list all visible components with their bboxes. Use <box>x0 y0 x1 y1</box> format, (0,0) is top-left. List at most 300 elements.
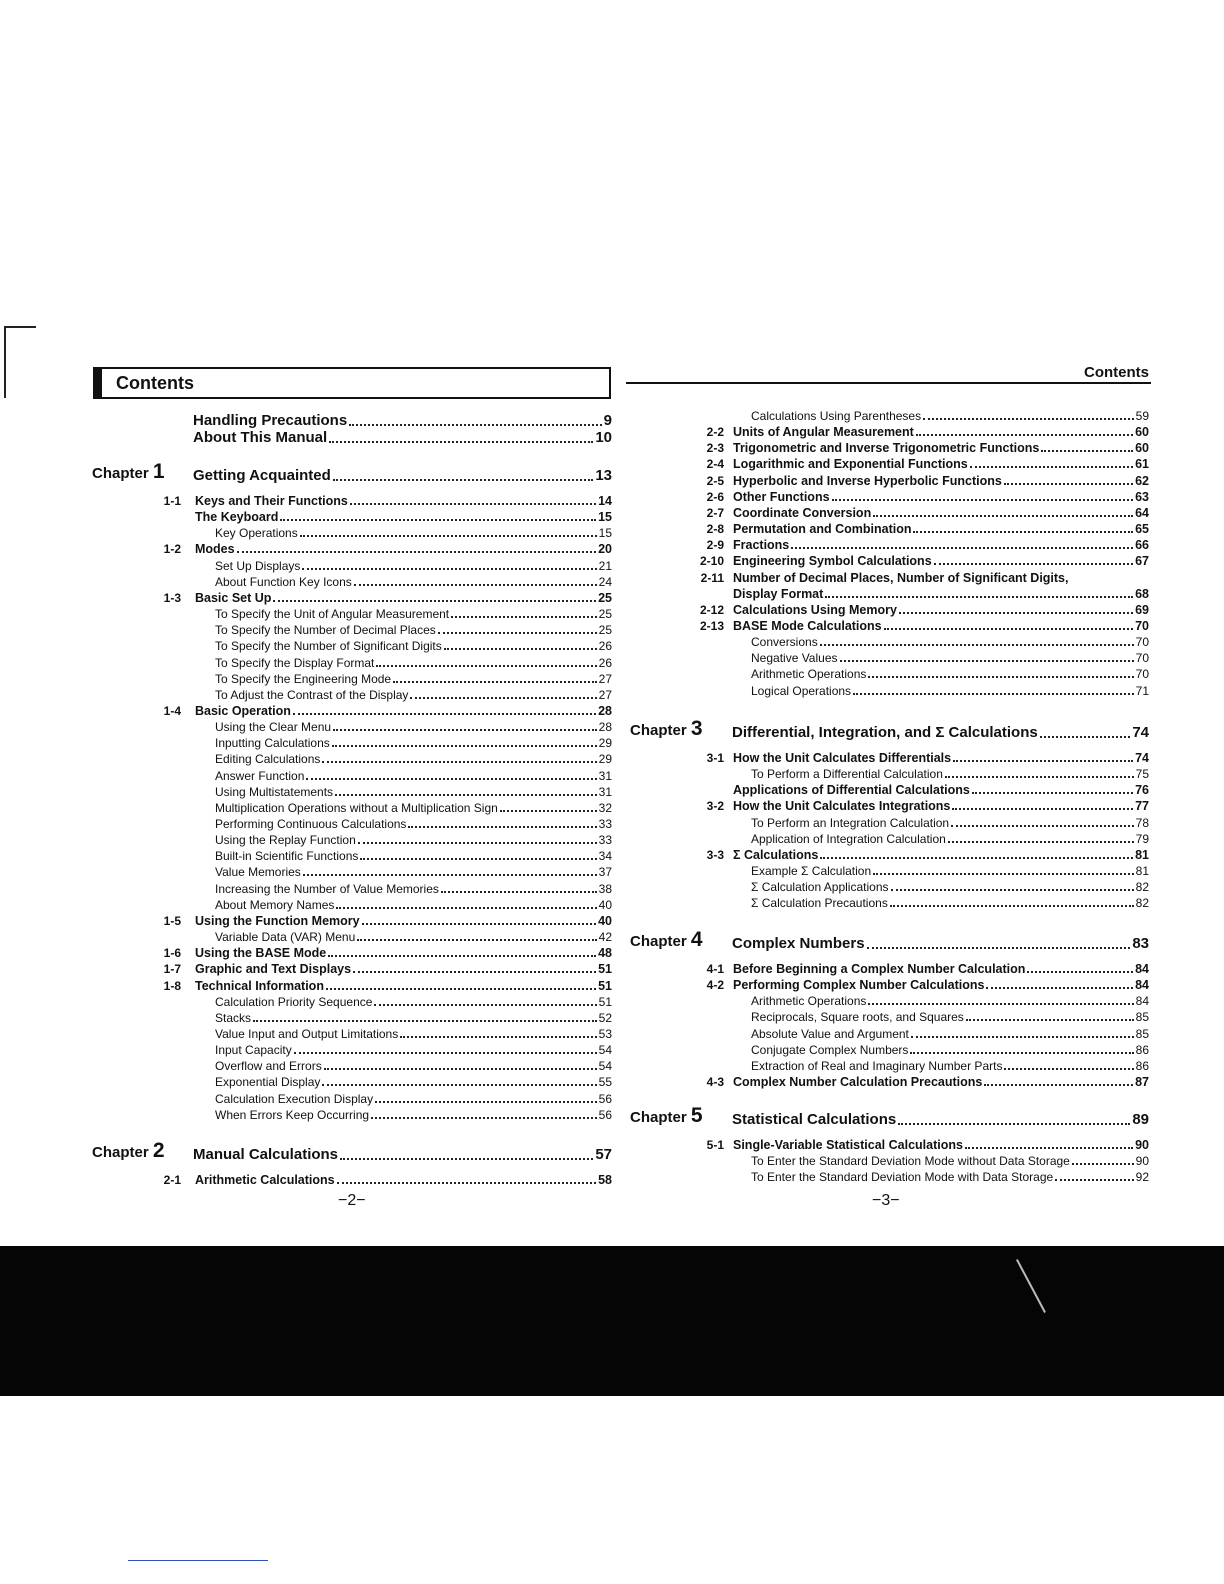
toc-entry <box>215 1090 612 1106</box>
toc-entry <box>215 670 612 686</box>
section-number: 2-2 <box>706 425 724 440</box>
dot-leader <box>868 1003 1133 1005</box>
entry-title: Reciprocals, Square roots, and Squares <box>751 1010 964 1025</box>
entry-title: Performing Continuous Calculations <box>215 817 407 831</box>
toc-entry <box>163 912 612 928</box>
page-number: 33 <box>598 833 612 848</box>
entry-title: Absolute Value and Argument <box>751 1026 909 1041</box>
entry-title: Arithmetic Operations <box>751 667 867 682</box>
page-number: 78 <box>1135 815 1149 830</box>
page-number: 15 <box>598 510 612 525</box>
chapter-title-row <box>193 464 612 484</box>
dot-leader <box>322 1084 596 1086</box>
page-number: 89 <box>1132 1111 1149 1128</box>
toc-entry <box>706 976 1149 993</box>
chapter-title-row <box>732 932 1149 952</box>
entry-title: To Specify the Number of Decimal Places <box>215 623 436 638</box>
page-number: 58 <box>598 1173 612 1187</box>
page-number: 13 <box>595 467 612 484</box>
page-number: 84 <box>1135 994 1149 1009</box>
dot-leader <box>374 1004 596 1006</box>
toc-entry <box>706 960 1149 976</box>
page-number: 60 <box>1135 425 1149 440</box>
toc-entry <box>163 1171 612 1187</box>
crop-mark <box>4 326 36 398</box>
chapter-word: Chapter <box>630 933 687 950</box>
toc-entry <box>751 407 1149 423</box>
dot-leader <box>371 1117 597 1119</box>
dot-leader <box>337 1182 596 1184</box>
dot-leader <box>328 955 596 957</box>
page-number: 27 <box>598 687 612 702</box>
dot-leader <box>868 676 1133 678</box>
toc-entry <box>751 830 1149 846</box>
page-number: 28 <box>598 703 612 718</box>
toc-entry <box>706 423 1149 440</box>
section-number: 2-10 <box>699 554 724 569</box>
toc-entry <box>215 605 612 621</box>
dot-leader <box>853 693 1134 695</box>
dot-leader <box>335 794 597 796</box>
dot-leader <box>867 947 1131 949</box>
dot-leader <box>913 531 1133 533</box>
page-number: 10 <box>595 429 612 446</box>
entry-title: To Specify the Engineering Mode <box>215 671 392 686</box>
entry-title: About Function Key Icons <box>215 574 352 589</box>
entry-title: Keys and Their Functions <box>195 494 348 508</box>
page-number: 42 <box>598 930 612 945</box>
section-number: 4-1 <box>706 962 724 976</box>
page-number: 70 <box>1135 635 1149 650</box>
section-number: 2-1 <box>163 1173 181 1187</box>
entry-title: Built-in Scientific Functions <box>215 849 359 864</box>
entry-title: Using the Function Memory <box>195 913 360 928</box>
entry-title: About This Manual <box>193 429 328 446</box>
toc-entry <box>699 617 1149 633</box>
section-number: 1-7 <box>163 962 181 977</box>
section-number: 3-3 <box>706 847 724 862</box>
entry-title: How the Unit Calculates Integrations <box>733 799 951 814</box>
entry-title: Calculation Execution Display <box>215 1091 374 1106</box>
page-number: 40 <box>598 897 612 912</box>
page-number: 64 <box>1135 505 1149 520</box>
dot-leader <box>500 810 597 812</box>
entry-title: To Specify the Number of Significant Digits <box>215 639 442 654</box>
section-number: 5-1 <box>706 1138 724 1152</box>
dot-leader <box>840 660 1134 662</box>
page-number: 85 <box>1135 1010 1149 1025</box>
entry-title: Fractions <box>733 538 790 553</box>
page-number: 60 <box>1135 441 1149 456</box>
dot-leader <box>948 841 1134 843</box>
entry-title: Extraction of Real and Imaginary Number Parts <box>751 1058 1003 1073</box>
toc-entry <box>751 765 1149 781</box>
toc-entry <box>215 750 612 766</box>
toc-entry <box>215 686 612 702</box>
dot-leader <box>300 535 597 537</box>
page-number: 51 <box>598 962 612 977</box>
dot-leader <box>280 519 596 521</box>
entry-title: Coordinate Conversion <box>733 505 872 520</box>
entry-title: Number of Decimal Places, Number of Significant Digits, <box>733 570 1069 585</box>
page-number: 26 <box>598 655 612 670</box>
section-number: 1-4 <box>163 703 181 718</box>
page-number: 82 <box>1135 880 1149 895</box>
entry-title: The Keyboard <box>195 510 279 525</box>
page-number: 61 <box>1135 457 1149 472</box>
section-number: 1-5 <box>163 913 181 928</box>
toc-entry <box>163 589 612 605</box>
toc-entry <box>706 472 1149 488</box>
dot-leader <box>970 466 1133 468</box>
dot-leader <box>376 665 596 667</box>
entry-title: Engineering Symbol Calculations <box>733 554 932 569</box>
page-number: 31 <box>598 784 612 799</box>
section-number: 2-6 <box>706 489 724 504</box>
page-number: 90 <box>1135 1154 1149 1169</box>
dot-leader <box>340 1158 593 1160</box>
entry-title: Applications of Differential Calculations <box>733 783 970 798</box>
page-number: 86 <box>1135 1042 1149 1057</box>
page-number: 33 <box>598 817 612 831</box>
toc-entry <box>215 1057 612 1073</box>
entry-title: Σ Calculation Applications <box>751 880 889 895</box>
toc-entry <box>195 508 612 524</box>
section-number: 2-13 <box>699 618 724 633</box>
section-number: 1-3 <box>163 590 181 605</box>
entry-title: To Specify the Unit of Angular Measurement <box>215 607 450 622</box>
page-number: 74 <box>1135 751 1149 765</box>
entry-title: Graphic and Text Displays <box>195 962 352 977</box>
entry-title: Key Operations <box>215 526 298 541</box>
toc-entry <box>706 846 1149 862</box>
section-number: 2-9 <box>706 538 724 553</box>
entry-title: Using the Clear Menu <box>215 720 332 735</box>
toc-entry <box>751 1168 1149 1184</box>
toc-entry <box>163 492 612 508</box>
entry-title: Arithmetic Calculations <box>195 1173 335 1187</box>
entry-title: Editing Calculations <box>215 752 321 767</box>
section-number: 1-2 <box>163 542 181 557</box>
page-number: 77 <box>1135 799 1149 814</box>
dot-leader <box>934 563 1133 565</box>
toc-entry <box>751 633 1149 649</box>
dot-leader <box>410 697 596 699</box>
dot-leader <box>890 905 1134 907</box>
page-number: 86 <box>1135 1058 1149 1073</box>
chapter-title-row <box>732 1108 1149 1128</box>
page-number: 24 <box>598 574 612 589</box>
page-number: 68 <box>1135 586 1149 601</box>
page-number: 83 <box>1132 935 1149 952</box>
section-number: 2-8 <box>706 522 724 537</box>
entry-title: Example Σ Calculation <box>751 864 872 879</box>
dot-leader <box>354 584 597 586</box>
toc-entry <box>215 815 612 831</box>
page-number: 67 <box>1135 554 1149 569</box>
page-number: 32 <box>598 800 612 815</box>
page-number: 66 <box>1135 538 1149 553</box>
entry-title: Trigonometric and Inverse Trigonometric Functions <box>733 441 1040 456</box>
dot-leader <box>360 858 596 860</box>
dot-leader <box>791 547 1133 549</box>
entry-title: Conversions <box>751 635 818 650</box>
chapter-word: Chapter <box>630 722 687 739</box>
section-number: 2-12 <box>699 602 724 617</box>
dot-leader <box>952 808 1133 810</box>
page-number: 74 <box>1132 724 1149 741</box>
entry-title: Logical Operations <box>751 683 852 698</box>
toc-entry <box>706 749 1149 765</box>
entry-title: Input Capacity <box>215 1043 292 1058</box>
toc-entry <box>751 862 1149 878</box>
dot-leader <box>986 987 1133 989</box>
page-number: 54 <box>598 1059 612 1074</box>
dot-leader <box>441 891 597 893</box>
entry-title: Σ Calculations <box>733 847 819 862</box>
dot-leader <box>820 857 1133 859</box>
chapter-word: Chapter <box>630 1109 687 1126</box>
page-number: 54 <box>598 1043 612 1058</box>
page-number: 25 <box>598 623 612 638</box>
page-number: 70 <box>1135 618 1149 633</box>
entry-title: Modes <box>195 542 235 557</box>
entry-title: Answer Function <box>215 768 305 783</box>
chapter-word: Chapter <box>92 1144 149 1161</box>
dot-leader <box>832 499 1134 501</box>
section-number: 4-2 <box>706 978 724 993</box>
dot-leader <box>362 923 597 925</box>
toc-entry <box>163 960 612 977</box>
page-number: 27 <box>598 671 612 686</box>
page-number: 70 <box>1135 667 1149 682</box>
page-number: 84 <box>1135 978 1149 993</box>
dot-leader <box>984 1084 1133 1086</box>
toc-entry <box>700 569 1149 585</box>
toc-entry <box>751 649 1149 665</box>
dot-leader <box>1055 1179 1133 1181</box>
left-header-title: Contents <box>116 373 194 393</box>
toc-entry <box>706 797 1149 814</box>
chapter-number: 2 <box>152 1139 165 1162</box>
toc-entry <box>163 540 612 557</box>
entry-title: To Perform a Differential Calculation <box>751 767 943 782</box>
dot-leader <box>324 1068 597 1070</box>
page-number: 70 <box>1135 651 1149 666</box>
toc-entry <box>215 718 612 734</box>
entry-title: To Specify the Display Format <box>215 655 375 670</box>
toc-entry <box>733 585 1149 601</box>
toc-entry <box>751 1041 1149 1057</box>
dot-leader <box>899 612 1133 614</box>
entry-title: Increasing the Number of Value Memories <box>215 881 439 896</box>
section-number: 1-8 <box>163 978 181 993</box>
toc-entry <box>215 993 612 1009</box>
toc-entry <box>699 552 1149 569</box>
dot-leader <box>825 596 1133 598</box>
dot-leader <box>820 644 1134 646</box>
entry-title: Technical Information <box>195 978 324 993</box>
page-number: 56 <box>598 1107 612 1122</box>
page-number: 15 <box>598 526 612 541</box>
entry-title: To Enter the Standard Deviation Mode without Data Storage <box>751 1154 1070 1169</box>
entry-title: Hyperbolic and Inverse Hyperbolic Functions <box>733 473 1002 488</box>
entry-title: To Adjust the Contrast of the Display <box>215 687 409 702</box>
entry-title: Basic Operation <box>195 703 291 718</box>
dot-leader <box>1004 1068 1133 1070</box>
toc-entry <box>215 654 612 670</box>
section-number: 2-3 <box>706 441 724 456</box>
entry-title: Inputting Calculations <box>215 736 330 751</box>
dot-leader <box>322 761 596 763</box>
toc-entry <box>215 1025 612 1041</box>
entry-title: Single-Variable Statistical Calculations <box>733 1138 963 1152</box>
dot-leader <box>294 1052 597 1054</box>
entry-title: Units of Angular Measurement <box>733 425 914 440</box>
dot-leader <box>332 745 597 747</box>
chapter-number: 3 <box>690 717 703 740</box>
dot-leader <box>357 939 596 941</box>
entry-title: Display Format <box>733 586 824 601</box>
toc-entry <box>215 863 612 879</box>
page-number: 29 <box>598 752 612 767</box>
section-number: 2-7 <box>706 505 724 520</box>
dot-leader <box>333 729 597 731</box>
entry-title: Exponential Display <box>215 1075 321 1090</box>
toc-entry <box>215 767 612 783</box>
section-number: 2-4 <box>706 457 724 472</box>
chapter-label <box>92 460 165 484</box>
page-number: 21 <box>598 558 612 573</box>
left-page-number: −2− <box>338 1192 366 1209</box>
dot-leader <box>302 568 596 570</box>
toc-entry <box>733 781 1149 797</box>
page-number: 28 <box>598 720 612 735</box>
entry-title: Σ Calculation Precautions <box>751 896 888 911</box>
dot-leader <box>1041 450 1133 452</box>
page-number: 56 <box>598 1091 612 1106</box>
page-number: 48 <box>598 946 612 961</box>
entry-title: Set Up Displays <box>215 558 301 573</box>
toc-entry <box>751 1057 1149 1073</box>
right-contents-header <box>626 364 1151 384</box>
chapter-label <box>630 717 703 741</box>
toc-entry <box>215 637 612 653</box>
toc-entry <box>215 783 612 799</box>
dot-leader <box>353 971 596 973</box>
toc-entry <box>751 894 1149 910</box>
section-number: 3-1 <box>706 751 724 765</box>
page-number: 51 <box>598 978 612 993</box>
entry-title: Statistical Calculations <box>732 1111 897 1128</box>
toc-entry <box>215 847 612 863</box>
dot-leader <box>237 551 597 553</box>
entry-title: Handling Precautions <box>193 412 348 429</box>
toc-entry <box>751 1008 1149 1024</box>
dot-leader <box>1004 483 1133 485</box>
entry-title: Conjugate Complex Numbers <box>751 1042 909 1057</box>
entry-title: Using the Replay Function <box>215 833 356 848</box>
entry-title: Logarithmic and Exponential Functions <box>733 457 968 472</box>
dot-leader <box>408 826 596 828</box>
dot-leader <box>945 776 1134 778</box>
section-number: 1-6 <box>163 946 181 961</box>
dot-leader <box>953 760 1133 762</box>
chapter-label <box>92 1139 165 1163</box>
dot-leader <box>898 1123 1130 1125</box>
dot-leader <box>1040 736 1131 738</box>
toc-entry <box>163 977 612 993</box>
entry-title: To Enter the Standard Deviation Mode with Data Storage <box>751 1170 1054 1185</box>
dot-leader <box>336 907 596 909</box>
toc-entry <box>215 799 612 815</box>
toc-entry <box>706 488 1149 504</box>
chapter-title-row <box>193 426 612 446</box>
page-number: 57 <box>595 1146 612 1163</box>
entry-title: How the Unit Calculates Differentials <box>733 751 952 765</box>
page-number: 76 <box>1135 783 1149 798</box>
page-number: 9 <box>603 412 612 429</box>
section-number: 2-5 <box>706 473 724 488</box>
left-contents-header <box>93 367 611 399</box>
toc-entry <box>215 928 612 944</box>
toc-entry <box>706 455 1149 472</box>
toc-entry <box>751 814 1149 830</box>
chapter-number: 5 <box>690 1104 703 1127</box>
page-number: 71 <box>1135 683 1149 698</box>
toc-entry <box>706 439 1149 456</box>
toc-entry <box>706 520 1149 537</box>
dot-leader <box>951 825 1134 827</box>
page-number: 84 <box>1135 962 1149 976</box>
dot-leader <box>911 1036 1134 1038</box>
entry-title: To Perform an Integration Calculation <box>751 815 950 830</box>
dot-leader <box>273 600 596 602</box>
chapter-word: Chapter <box>92 465 149 482</box>
page-number: 25 <box>598 607 612 622</box>
section-number: 3-2 <box>706 799 724 814</box>
page-number: 81 <box>1135 864 1149 879</box>
entry-title: Variable Data (VAR) Menu <box>215 930 356 945</box>
page-number: 52 <box>598 1010 612 1025</box>
toc-entry <box>706 1136 1149 1152</box>
page-number: 79 <box>1135 831 1149 846</box>
toc-entry <box>751 682 1149 698</box>
toc-entry <box>215 621 612 637</box>
page-number: 81 <box>1135 847 1149 862</box>
chapter-label <box>630 928 703 952</box>
toc-entry <box>751 992 1149 1008</box>
dot-leader <box>873 873 1134 875</box>
dot-leader <box>393 681 597 683</box>
toc-entry <box>163 702 612 718</box>
toc-entry <box>751 1025 1149 1041</box>
dot-leader <box>1027 971 1133 973</box>
entry-title: Basic Set Up <box>195 590 272 605</box>
dot-leader <box>891 889 1134 891</box>
toc-entry <box>751 1152 1149 1168</box>
page-number: 63 <box>1135 489 1149 504</box>
toc-entry <box>215 1106 612 1122</box>
dot-leader <box>333 479 594 481</box>
dot-leader <box>965 1147 1133 1149</box>
toc-entry <box>215 896 612 912</box>
entry-title: Complex Number Calculation Precautions <box>733 1075 983 1090</box>
toc-entry <box>163 944 612 961</box>
entry-title: Calculations Using Parentheses <box>751 409 922 423</box>
page-number: 90 <box>1135 1138 1149 1152</box>
toc-entry <box>215 1009 612 1025</box>
